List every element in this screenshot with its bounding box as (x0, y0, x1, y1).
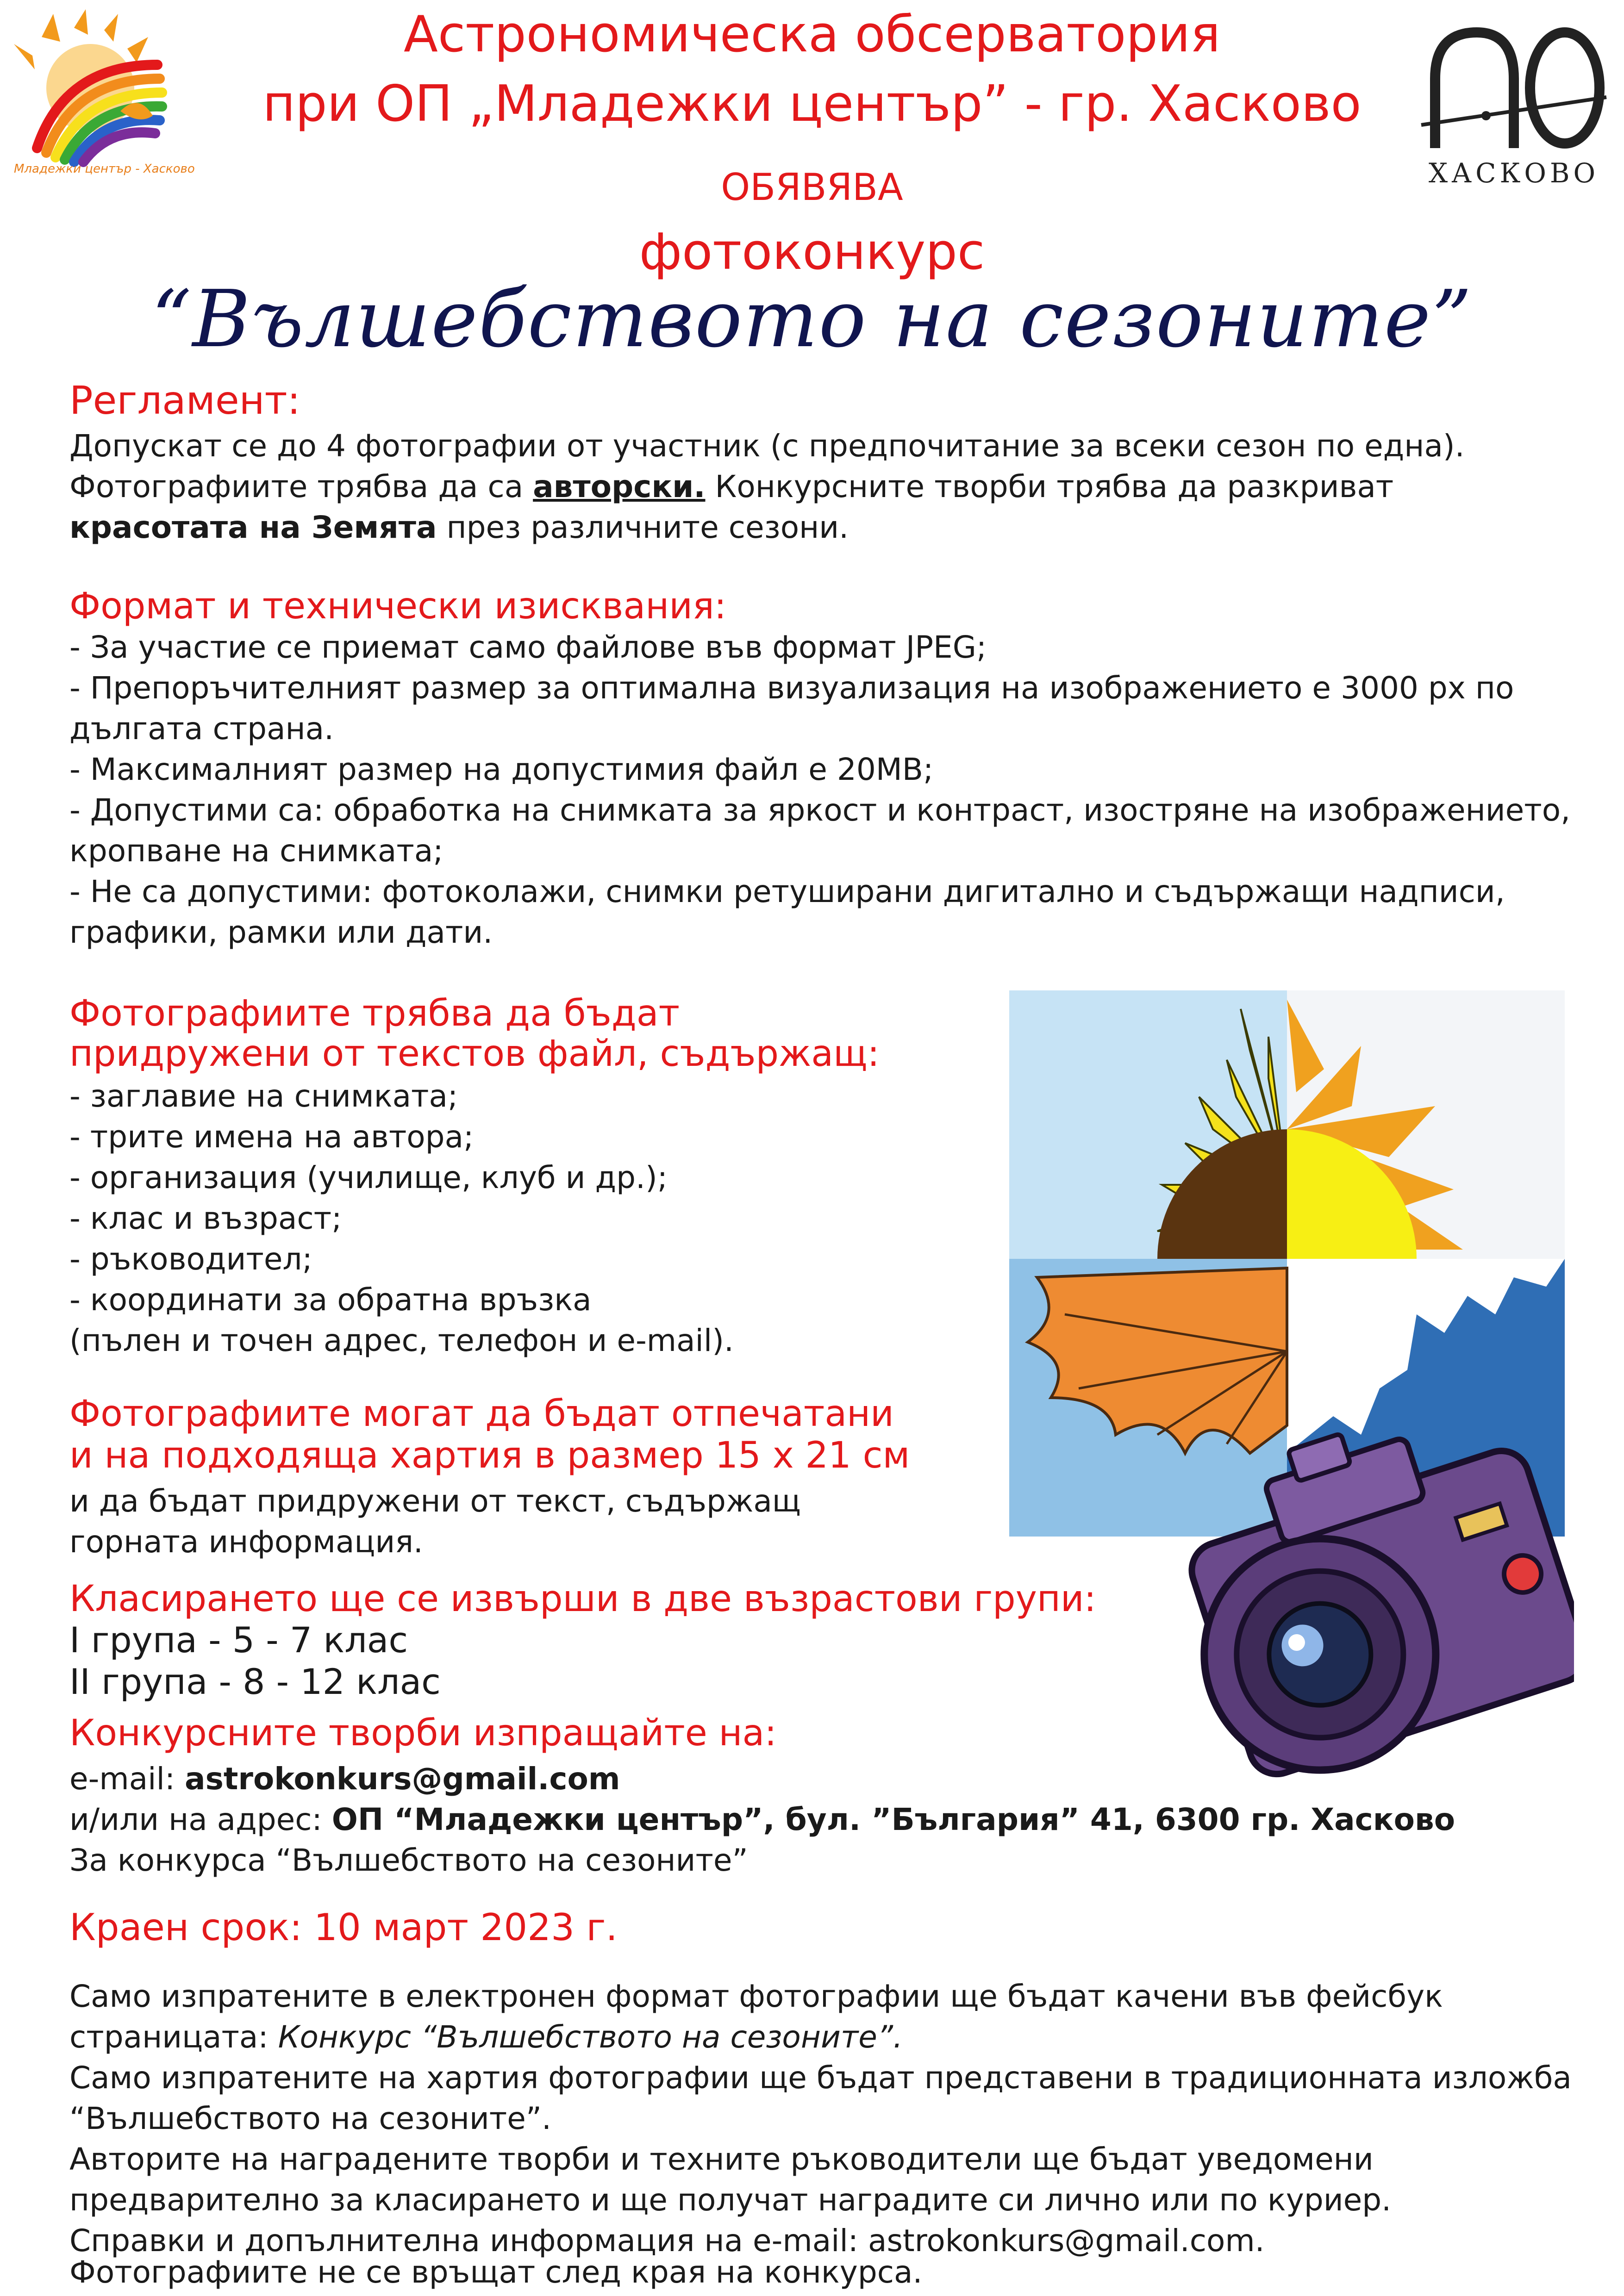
rules-line-3-b: през различните сезони. (437, 510, 849, 545)
accompany-item: - трите имена на автора; (69, 1119, 474, 1155)
contest-kind: фотоконкурс (639, 223, 985, 281)
footer-line-4: “Вълшебството на сезоните”. (69, 2101, 552, 2136)
footer-line-2 (69, 2017, 903, 2058)
contest-title: “Вълшебството на сезоните” (151, 274, 1473, 365)
address-label: и/или на адрес: (69, 1802, 332, 1837)
announces-label: ОБЯВЯВА (721, 166, 903, 209)
format-heading: Формат и технически изисквания: (69, 585, 727, 627)
facebook-page-name: Конкурс “Вълшебството на сезоните”. (278, 2019, 903, 2055)
accompany-item: - ръководител; (69, 1241, 312, 1277)
print-heading-2: и на подходяща хартия в размер 15 х 21 см (69, 1435, 910, 1476)
print-heading-1: Фотографиите могат да бъдат отпечатани (69, 1393, 894, 1435)
format-line: - Максималният размер на допустимия файл е 20MB; (69, 752, 934, 787)
logo-caption: Младежки център - Хасково (14, 162, 195, 176)
format-line: - Не са допустими: фотоколажи, снимки ретуширани дигитално и съдържащи надписи, (69, 874, 1505, 909)
earth-beauty-emphasis: красотата на Земята (69, 510, 437, 545)
format-line: дългата страна. (69, 711, 334, 747)
accompany-list (69, 1076, 734, 1361)
accompany-item: (пълен и точен адрес, телефон и e-mail). (69, 1323, 734, 1358)
contact-email-link[interactable]: astrokonkurs@gmail.com (185, 1761, 620, 1797)
accompany-item: - заглавие на снимката; (69, 1078, 458, 1114)
header-line-2: при ОП „Младежки център” - гр. Хасково (262, 75, 1362, 133)
print-line-1: и да бъдат придружени от текст, съдържащ (69, 1483, 801, 1519)
footer-line-6: предварително за класирането и ще получат наградите си лично или по куриер. (69, 2182, 1392, 2218)
rules-line-3 (69, 507, 849, 548)
deadline: Краен срок: 10 март 2023 г. (69, 1906, 618, 1949)
authorship-emphasis: авторски. (533, 469, 706, 504)
seasons-camera-illustration (1009, 990, 1574, 1842)
rules-line-2-c: Конкурсните творби трябва да разкриват (705, 469, 1394, 504)
footer-line-8: Фотографиите не се връщат след края на конкурса. (69, 2254, 923, 2290)
format-line: графики, рамки или дати. (69, 915, 493, 950)
rules-heading: Регламент: (69, 378, 300, 423)
accompany-item: - организация (училище, клуб и др.); (69, 1160, 668, 1195)
email-label: e-mail: (69, 1761, 185, 1797)
footer-line-3: Само изпратените на хартия фотографии ще бъдат представени в традиционната изложба (69, 2060, 1572, 2096)
format-line: - За участие се приемат само файлове във формат JPEG; (69, 629, 987, 665)
format-line: - Допустими са: обработка на снимката за яркост и контраст, изостряне на изображението, (69, 792, 1571, 828)
rules-line-1: Допускат се до 4 фотографии от участник (с предпочитание за всеки сезон по една). (69, 428, 1465, 464)
print-line-2: горната информация. (69, 1524, 423, 1560)
logo-caption-haskovo: ХАСКОВО (1428, 157, 1599, 189)
accompany-heading-1: Фотографиите трябва да бъдат (69, 993, 680, 1034)
accompany-heading-2: придружени от текстов файл, съдържащ: (69, 1033, 880, 1075)
footer-line-2-a: страницата: (69, 2019, 278, 2055)
format-line: кропване на снимката; (69, 833, 443, 869)
group-1: I група - 5 - 7 клас (69, 1619, 408, 1661)
footer-line-1: Само изпратените в електронен формат фотографии ще бъдат качени във фейсбук (69, 1979, 1443, 2014)
accompany-item: - координати за обратна връзка (69, 1282, 592, 1318)
footer-line-7: Справки и допълнителна информация на e-mail: astrokonkurs@gmail.com. (69, 2223, 1265, 2259)
format-list (69, 627, 1570, 953)
rules-line-2 (69, 467, 1393, 507)
header-line-1: Астрономическа обсерватория (403, 6, 1221, 63)
email-line (69, 1759, 620, 1799)
postal-address: ОП “Младежки център”, бул. ”България” 41, 6300 гр. Хасково (331, 1802, 1455, 1837)
group-2: II група - 8 - 12 клас (69, 1661, 441, 1702)
send-heading: Конкурсните творби изпращайте на: (69, 1712, 777, 1754)
groups-heading: Класирането ще се извърши в две възрастови групи: (69, 1578, 1096, 1620)
for-contest-line: За конкурса “Вълшебството на сезоните” (69, 1842, 748, 1878)
footer-line-5: Авторите на наградените творби и техните ръководители ще бъдат уведомени (69, 2141, 1374, 2177)
rules-line-2-a: Фотографиите трябва да са (69, 469, 533, 504)
accompany-item: - клас и възраст; (69, 1201, 342, 1236)
format-line: - Препоръчителният размер за оптимална визуализация на изображението е 3000 px по (69, 670, 1514, 706)
